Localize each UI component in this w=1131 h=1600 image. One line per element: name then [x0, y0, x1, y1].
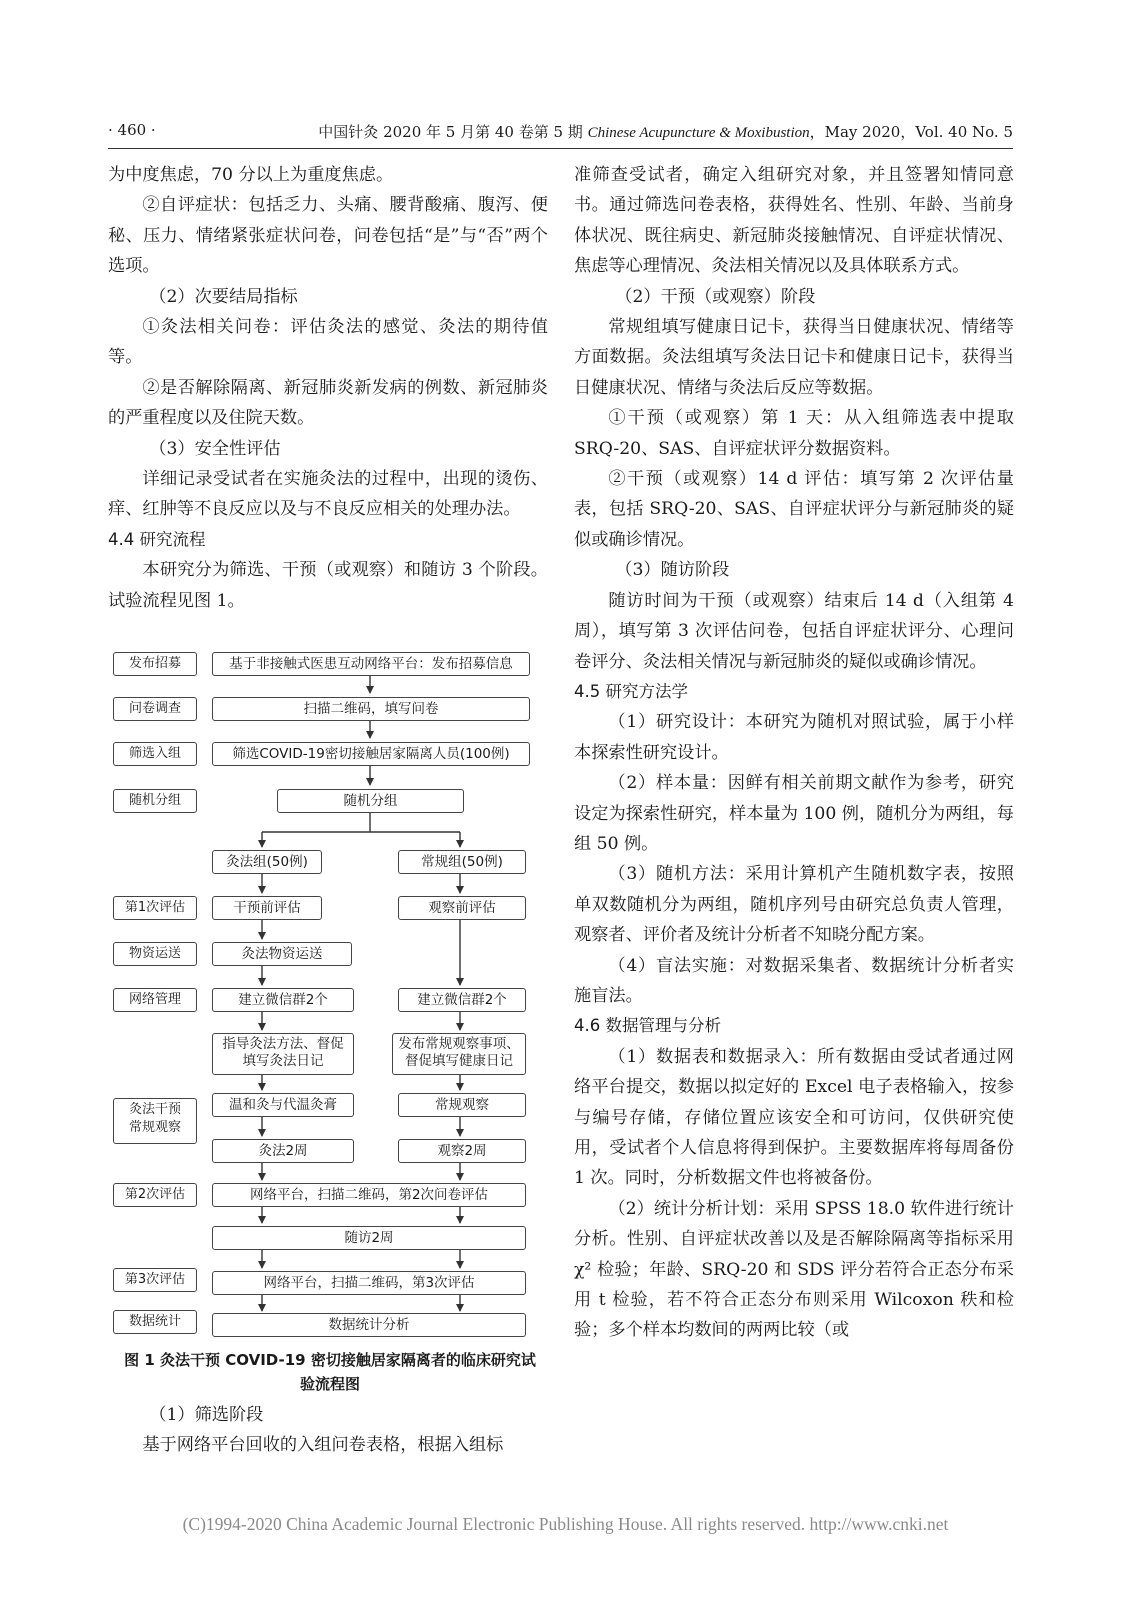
paragraph: ②是否解除隔离、新冠肺炎新发病的例数、新冠肺炎的严重程度以及住院天数。: [108, 377, 548, 429]
section-heading: 4.6 数据管理与分析: [574, 1016, 721, 1036]
copyright-footer: (C)1994-2020 China Academic Journal Electronic Publishing House. All rights reserved. http://www.cnki.net: [182, 1514, 949, 1534]
subheading: （1）筛选阶段: [149, 1405, 264, 1425]
box-control-group: 常规组(50例): [398, 850, 526, 874]
box-eval2: 网络平台，扫描二维码，第2次问卷评估: [212, 1183, 526, 1207]
paragraph: ②自评症状：包括乏力、头痛、腰背酸痛、腹泻、便秘、压力、情绪紧张症状问卷，问卷包括“是”与“否”两个选项。: [108, 195, 548, 277]
box-guide-control: 发布常规观察事项、 督促填写健康日记: [392, 1033, 526, 1075]
box-supplies: 灸法物资运送: [212, 942, 352, 966]
subheading: （2）次要结局指标: [149, 286, 298, 307]
paragraph: 准筛查受试者，确定入组研究对象，并且签署知情同意书。通过筛选问卷表格，获得姓名、性别、年龄、当前身体状况、既往病史、新冠肺炎接触情况、自评症状情况、焦虑等心理情况、灸法相关情况以及具体联系方式。: [574, 165, 1014, 277]
paragraph: （4）盲法实施：对数据采集者、数据统计分析者实施盲法。: [574, 955, 1014, 1006]
box-moxa-2-weeks: 灸法2周: [212, 1139, 354, 1163]
stage-label-supplies: 物资运送: [113, 942, 197, 966]
paragraph: ①干预（或观察）第 1 天：从入组筛选表中提取 SRQ-20、SAS、自评症状评分数据资料。: [574, 408, 1014, 459]
subheading: （3）随访阶段: [615, 560, 730, 581]
stage-label-randomize: 随机分组: [113, 789, 197, 813]
paragraph: 基于网络平台回收的入组问卷表格，根据入组标: [142, 1435, 504, 1456]
paragraph: 详细记录受试者在实施灸法的过程中，出现的烫伤、痒、红肿等不良反应以及与不良反应相关的处理办法。: [108, 469, 548, 520]
journal-cn: 中国针灸 2020 年 5 月第 40 卷第 5 期: [318, 123, 588, 141]
paragraph: （2）样本量：因鲜有相关前期文献作为参考，研究设定为探索性研究，样本量为 100 例，随机分为两组，每组 50 例。: [574, 773, 1014, 854]
box-observe-2-weeks: 观察2周: [398, 1139, 526, 1163]
stage-label-recruit: 发布招募: [113, 652, 197, 676]
box-pre-observation: 观察前评估: [398, 896, 526, 920]
box-wechat-control: 建立微信群2个: [398, 988, 526, 1012]
paragraph: 常规组填写健康日记卡，获得当日健康状况、情绪等方面数据。灸法组填写灸法日记卡和健康日记卡，获得当日健康状况、情绪与灸法后反应等数据。: [574, 317, 1014, 398]
box-wechat-moxa: 建立微信群2个: [212, 988, 354, 1012]
box-randomize: 随机分组: [277, 789, 464, 813]
journal-issue: ，May 2020，Vol. 40 No. 5: [809, 123, 1013, 141]
subheading: （2）干预（或观察）阶段: [615, 286, 816, 307]
paragraph: 为中度焦虑，70 分以上为重度焦虑。: [108, 165, 394, 185]
stage-label-survey: 问卷调查: [113, 697, 197, 721]
stage-label-stats: 数据统计: [113, 1310, 197, 1334]
paragraph: （1）数据表和数据录入：所有数据由受试者通过网络平台提交，数据以拟定好的 Excel 电子表格输入，按参与编号存储，存储位置应该安全和可访问，仅供研究使用，受试者个人信息将得到保护。主要数据库将每周备份 1 次。同时，分析数据文件也将被备份。: [574, 1046, 1014, 1189]
figure-caption: 图 1 灸法干预 COVID-19 密切接触居家隔离者的临床研究试验流程图: [124, 1351, 536, 1393]
box-followup: 随访2周: [212, 1226, 526, 1250]
box-survey: 扫描二维码，填写问卷: [212, 697, 530, 721]
stage-label-eval1: 第1次评估: [113, 896, 197, 920]
box-guide-moxa: 指导灸法方法、督促 填写灸法日记: [212, 1033, 354, 1075]
section-heading: 4.4 研究流程: [108, 529, 206, 549]
journal-en: Chinese Acupuncture & Moxibustion: [587, 125, 810, 141]
box-recruit: 基于非接触式医患互动网络平台：发布招募信息: [212, 652, 530, 676]
paragraph: 本研究分为筛选、干预（或观察）和随访 3 个阶段。试验流程见图 1。: [108, 560, 548, 611]
left-column-tail: [108, 1400, 548, 1461]
box-screen: 筛选COVID-19密切接触居家隔离人员(100例): [212, 742, 530, 766]
stage-label-screen: 筛选入组: [113, 742, 197, 766]
paragraph: （2）统计分析计划：采用 SPSS 18.0 软件进行统计分析。性别、自评症状改善以及是否解除隔离等指标采用 χ² 检验；年龄、SRQ-20 和 SDS 评分若符合正态分布采用 t 检验，若不符合正态分布则采用 Wilcoxon 秩和检验；多个样本均数间的两两比较（或: [574, 1198, 1014, 1341]
stage-label-intervention: 灸法干预 常规观察: [113, 1098, 197, 1144]
subheading: （3）安全性评估: [149, 438, 281, 459]
paragraph: （1）研究设计：本研究为随机对照试验，属于小样本探索性研究设计。: [574, 712, 1014, 763]
box-eval3: 网络平台，扫描二维码，第3次评估: [212, 1271, 526, 1295]
box-routine-observation: 常规观察: [398, 1093, 526, 1117]
page-number: · 460 ·: [108, 121, 156, 139]
box-stats: 数据统计分析: [212, 1313, 526, 1337]
paragraph: ①灸法相关问卷：评估灸法的感觉、灸法的期待值等。: [108, 317, 548, 368]
paragraph: 随访时间为干预（或观察）结束后 14 d（入组第 4 周），填写第 3 次评估问卷，包括自评症状评分、心理问卷评分、灸法相关情况与新冠肺炎的疑似或确诊情况。: [574, 590, 1014, 672]
paragraph: （3）随机方法：采用计算机产生随机数字表，按照单双数随机分为两组，随机序列号由研究总负责人管理，观察者、评价者及统计分析者不知晓分配方案。: [574, 864, 1014, 946]
box-moxa-group: 灸法组(50例): [212, 850, 322, 874]
stage-label-network: 网络管理: [113, 988, 197, 1012]
stage-label-eval2: 第2次评估: [113, 1183, 197, 1207]
section-heading: 4.5 研究方法学: [574, 681, 688, 701]
right-column: [574, 160, 1014, 1346]
stage-label-eval3: 第3次评估: [113, 1268, 197, 1292]
paragraph: ②干预（或观察）14 d 评估：填写第 2 次评估量表，包括 SRQ-20、SAS、自评症状评分与新冠肺炎的疑似或确诊情况。: [574, 469, 1014, 550]
box-moxa-method: 温和灸与代温灸膏: [212, 1093, 354, 1117]
box-pre-intervention: 干预前评估: [212, 896, 322, 920]
